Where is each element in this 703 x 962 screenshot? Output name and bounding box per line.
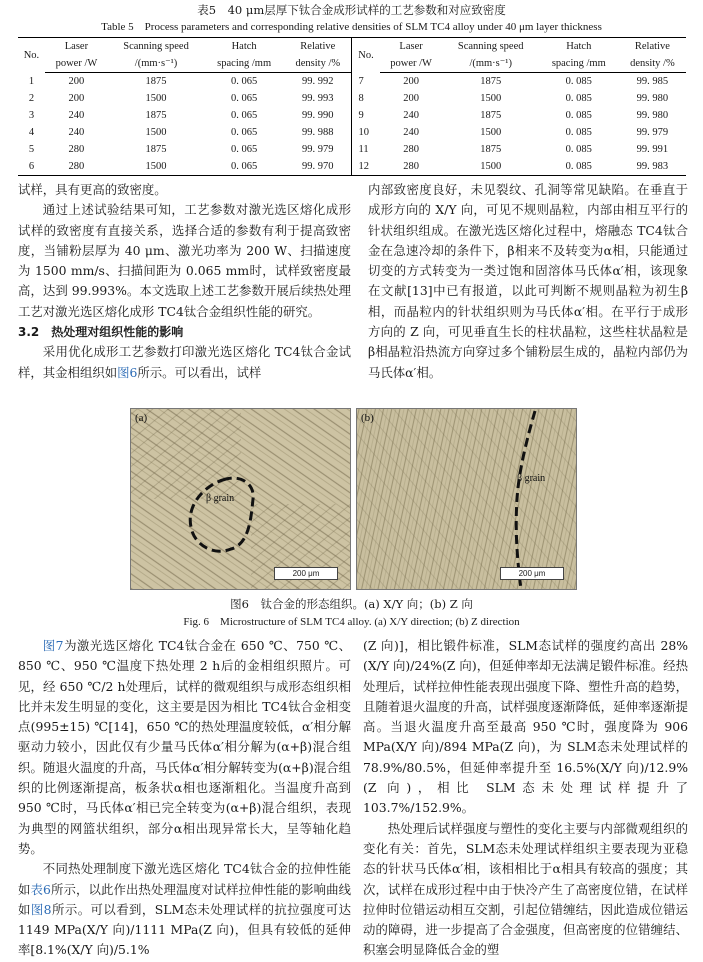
col-header-speed: Scanning speed [443,38,539,56]
table-cell-speed: 1500 [108,158,204,176]
figure-ref-link[interactable]: 图8 [30,901,52,917]
micrograph-z [356,408,577,590]
table-cell-speed: 1500 [443,158,539,176]
figure-ref-link[interactable]: 图6 [117,364,138,380]
paragraph: 采用优化成形工艺参数打印激光选区熔化 TC4钛合金试样，其金相组织如图6所示。可以看出，试样 [18,344,351,380]
table-header-row [18,38,686,56]
table-cell-speed: 1500 [145,127,167,138]
table-cell-power: 280 [68,144,85,155]
col-header-power: Laser [380,38,443,56]
table-cell-no: 10 [352,124,380,141]
table-cell-speed: 1875 [480,76,502,87]
table-cell-no: 6 [18,158,45,176]
table-cell-power: 240 [403,110,419,121]
text-column-lower-left [18,636,351,961]
table-cell-speed: 1875 [145,144,167,155]
micrograph-image [357,409,576,589]
table-cell-density: 99. 970 [284,158,352,176]
table-cell-power: 240 [68,110,85,121]
text-column-lower-right [363,636,688,961]
micrograph-xy [130,408,351,590]
col-header-hatch-unit: spacing /mm [539,55,619,73]
table-cell-power: 240 [403,127,419,138]
grain-label: β grain [206,493,235,504]
grain-label: β grain [517,473,546,484]
process-parameters-table [18,37,686,176]
table-cell-hatch: 0. 065 [231,127,258,138]
table-cell-hatch: 0. 065 [204,158,284,176]
table-cell-hatch: 0. 085 [565,144,592,155]
table-cell-hatch: 0. 085 [565,127,592,138]
table-cell-density: 99. 979 [302,144,334,155]
table-cell-hatch: 0. 085 [565,93,592,104]
table-cell-speed: 1500 [480,93,502,104]
table-cell-density: 99. 990 [302,110,334,121]
table-cell-no: 2 [28,93,35,104]
table-cell-density: 99. 993 [302,93,334,104]
col-header-density: Relative [619,38,686,56]
table-cell-no: 1 [28,75,35,87]
col-header-density-unit: density /% [619,55,686,73]
paragraph: (Z 向)]，相比锻件标准，SLM态试样的强度约高出 28%(X/Y 向)/24%(Z 向)，但延伸率却无法满足锻件标准。经热处理后，试样拉伸性能表现出强度下降、塑性升高的趋势，且随着退火温度的升高，试样强度逐渐降低，延伸率逐渐提高。当退火温度升高至最高 950 ℃时，强度降为 906 MPa(X/Y 向)/894 MPa(Z 向)，为 SLM态未处理试样的 78.9%/80.5%，但延伸率提升至 16.5%(X/Y 向)/12.9%(Z 向)，相比 SLM态未处理试样提升了 103.7%/152.9%。 [363,638,688,816]
table-row [18,107,686,124]
col-header-power-unit: power /W [380,55,443,73]
table-cell-speed: 1875 [480,144,502,155]
table-cell-power: 280 [403,144,419,155]
panel-label-a: (a) [135,412,148,424]
table-cell-no: 4 [28,127,35,138]
table-cell-no: 7 [352,73,380,91]
paragraph: 通过上述试验结果可知，工艺参数对激光选区熔化成形试样的致密度有直接关系，选择合适的参数有利于提高致密度，当铺粉层厚为 40 μm、激光功率为 200 W、扫描速度为 1500 mm/s、扫描间距为 0.065 mm时，试样致密度最高，达到 99.993%。本文选取上述工艺参数开展后续热处理工艺对激光选区熔化成形 TC4钛合金组织性能的研究。 [18,202,351,319]
table-cell-power: 240 [68,127,85,138]
table-cell-speed: 1875 [145,110,167,121]
table-cell-density: 99. 992 [302,76,334,87]
table-cell-speed: 1875 [145,76,167,87]
table-row [18,141,686,158]
text-column-upper-right [368,180,688,383]
table-cell-density: 99. 983 [619,158,686,176]
table-cell-hatch: 0. 085 [565,76,592,87]
col-header-speed-unit: /(mm·s⁻¹) [443,55,539,73]
table-cell-hatch: 0. 085 [565,110,592,121]
table-cell-hatch: 0. 065 [231,110,258,121]
table-row [18,158,686,176]
scale-bar: 200 μm [500,567,564,580]
table-ref-link[interactable]: 表6 [30,881,51,897]
col-header-speed-unit: /(mm·s⁻¹) [108,55,204,73]
col-header-no: No. [352,38,380,73]
table-cell-hatch: 0. 065 [231,93,258,104]
table-cell-no: 9 [352,107,380,124]
figure-caption-cn: 图6 钛合金的形态组织。(a) X/Y 向；(b) Z 向 [230,597,473,611]
table-cell-power: 200 [68,76,85,87]
table-row [18,73,686,91]
paragraph: 不同热处理制度下激光选区熔化 TC4钛合金的拉伸性能如表6所示，以此作出热处理温度对试样拉伸性能的影响曲线如图8所示。可以看到，SLM态未处理试样的抗拉强度可达 1149 MPa(X/Y 向)/1111 MPa(Z 向)，但具有较低的延伸率[8.1%(X/Y 向)/5.1% [18,861,352,958]
table-cell-speed: 1500 [145,93,167,104]
table-cell-hatch: 0. 065 [231,144,258,155]
table-cell-no: 5 [28,144,35,155]
col-header-power-unit: power /W [45,55,108,73]
table-row [18,124,686,141]
table-cell-speed: 1500 [480,127,502,138]
figure-caption-en: Fig. 6 Microstructure of SLM TC4 alloy. (a) X/Y direction; (b) Z direction [183,616,520,628]
table-caption-cn: 表5 40 μm层厚下钛合金成形试样的工艺参数和对应致密度 [197,3,506,17]
table-caption-en: Table 5 Process parameters and corresponding relative densities of SLM TC4 alloy under 40 μm layer thickness [101,21,602,33]
panel-label-b: (b) [361,412,374,424]
micrograph-image [131,409,350,589]
paragraph: 内部致密度良好，未见裂纹、孔洞等常见缺陷。在垂直于成形方向的 X/Y 向，可见不规则晶粒，内部由相互平行的针状组织组成。在激光选区熔化过程中，熔融态 TC4钛合金在急速冷却的条件下，β相来不及转变为α相，只能通过切变的方式转变为一类过饱和固溶体马氏体α′相，该现象在文献[13]中已有报道，以此可判断不规则晶粒为初生β相，而晶粒内的针状组织则为马氏体α′相。在平行于成形方向的 Z 向，可见垂直生长的柱状晶粒，这些柱状晶粒是β相晶粒沿热流方向穿过多个铺粉层生成的，晶粒内部仍为马氏体α′相。 [368,182,688,380]
table-cell-density: 99. 980 [636,110,669,121]
table-cell-power: 280 [45,158,108,176]
table-cell-hatch: 0. 085 [539,158,619,176]
table-cell-speed: 1875 [480,110,502,121]
table-row [18,90,686,107]
scale-bar: 200 μm [274,567,338,580]
table-cell-density: 99. 991 [636,144,669,155]
table-cell-no: 3 [28,110,35,121]
col-header-density: Relative [284,38,352,56]
table-cell-no: 12 [352,158,380,176]
table-cell-power: 200 [68,93,85,104]
table-cell-no: 11 [352,141,380,158]
figure-ref-link[interactable]: 图7 [42,638,64,653]
section-heading: 3.2 热处理对组织性能的影响 [18,325,184,340]
table-cell-no: 8 [352,90,380,107]
table-cell-hatch: 0. 065 [231,76,258,87]
table-cell-density: 99. 988 [302,127,334,138]
table-cell-power: 200 [403,93,419,104]
col-header-hatch-unit: spacing /mm [204,55,284,73]
paragraph: 热处理后试样强度与塑性的变化主要与内部微观组织的变化有关：首先，SLM态未处理试样组织主要表现为亚稳态的针状马氏体α′相，该相相比于α相具有较高的强度；其次，试样在成形过程中由于快冷产生了高密度位错，在试样拉伸时位错运动相互交割，引起位错缠结，因此造成位错运动的障碍，进一步提高了合金强度，但高密度的位错缠结、积塞会明显降低合金的塑 [363,820,688,958]
col-header-no: No. [18,38,45,73]
col-header-hatch: Hatch [204,38,284,56]
col-header-speed: Scanning speed [108,38,204,56]
table-cell-power: 200 [403,76,419,87]
paragraph: 图7为激光选区熔化 TC4钛合金在 650 ℃、750 ℃、850 ℃、950 ℃温度下热处理 2 h后的金相组织照片。可见，经 650 ℃/2 h处理后，试样的微观组织与成形态组织相比并未发生明显的变化，这主要是因为相比 TC4钛合金相变点(995±15) ℃[14]，650 ℃的热处理温度较低，α′相分解驱动力较小，因此仅有少量马氏体α′相分解为(α+β)混合组织。随退火温度的升高，马氏体α′相分解转变为(α+β)混合组织的比例逐渐提高，板条状α相也逐渐粗化。当温度升高到 950 ℃时，马氏体α′相已完全转变为(α+β)混合组织，表现为典型的网篮状组织，部分α相出现异常长大，呈等轴化趋势。 [18,638,352,856]
col-header-power: Laser [45,38,108,56]
col-header-density-unit: density /% [284,55,352,73]
table-cell-density: 99. 985 [636,76,669,87]
table-cell-density: 99. 980 [636,93,669,104]
table-cell-density: 99. 979 [636,127,669,138]
text-column-upper-left [18,180,351,383]
paragraph: 试样，具有更高的致密度。 [18,182,167,197]
table-cell-power: 280 [380,158,443,176]
col-header-hatch: Hatch [539,38,619,56]
